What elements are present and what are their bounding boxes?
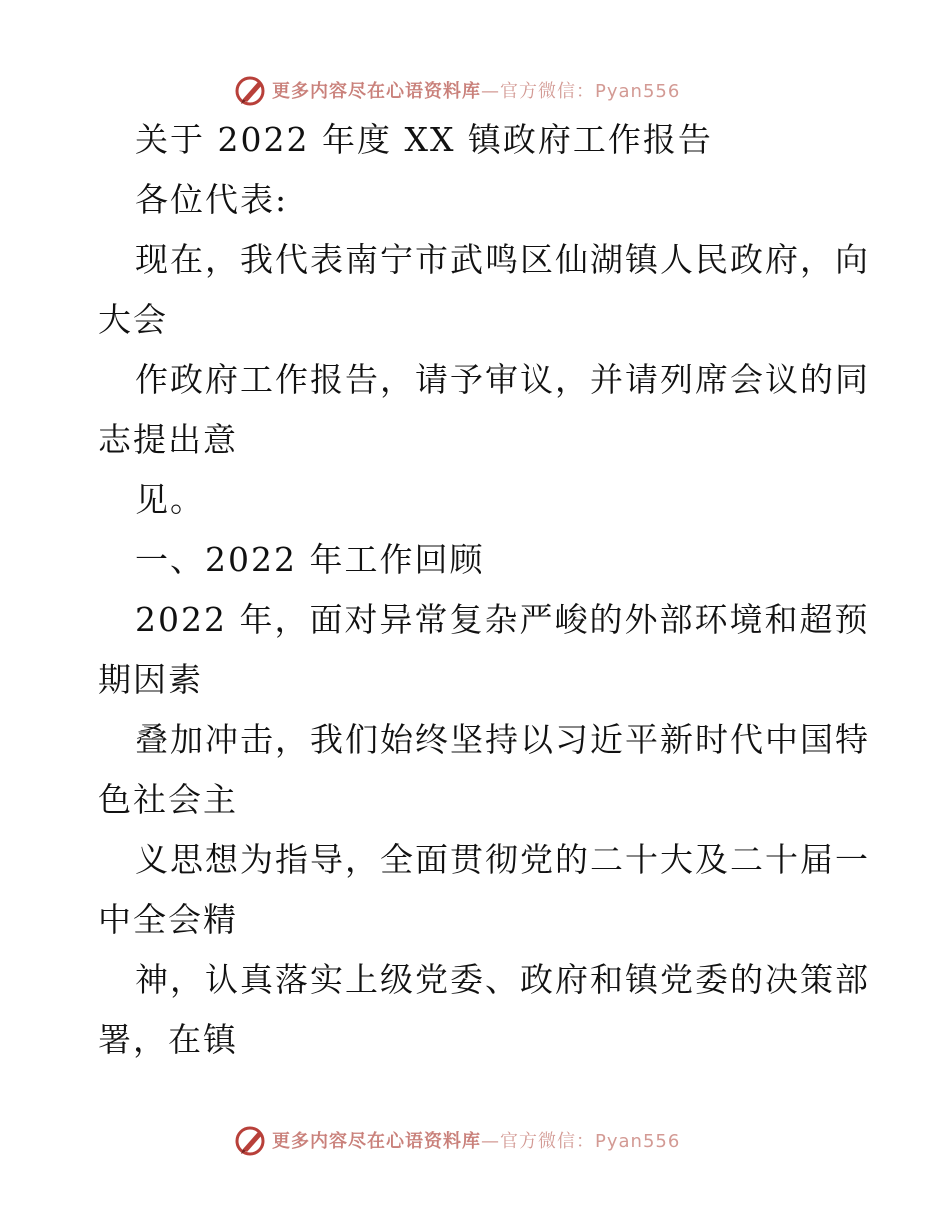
paragraph-line: 一、2022 年工作回顾 <box>135 540 485 579</box>
paragraph-line: 叠加冲击，我们始终坚持以习近平新时代中国特 <box>135 720 870 759</box>
paragraph-line: 志提出意 <box>98 420 238 459</box>
footer-watermark <box>234 1122 680 1158</box>
pen-logo-icon <box>234 73 268 107</box>
paragraph-line: 作政府工作报告，请予审议，并请列席会议的同 <box>135 360 870 399</box>
paragraph-line: 现在，我代表南宁市武鸣区仙湖镇人民政府，向 <box>135 240 870 279</box>
paragraph-line: 义思想为指导，全面贯彻党的二十大及二十届一 <box>135 840 870 879</box>
paragraph-line: 见。 <box>135 480 205 519</box>
watermark-sub-text: —官方微信：Pyan556 <box>481 81 681 102</box>
paragraph-line: 2022 年，面对异常复杂严峻的外部环境和超预 <box>135 600 870 639</box>
watermark-sub-text: —官方微信：Pyan556 <box>481 1131 681 1152</box>
paragraph-line: 中全会精 <box>98 900 238 939</box>
watermark-main-text: 更多内容尽在心语资料库 <box>272 1131 481 1152</box>
paragraph-line: 署，在镇 <box>98 1020 238 1059</box>
paragraph-line: 神，认真落实上级党委、政府和镇党委的决策部 <box>135 960 870 999</box>
paragraph-line: 大会 <box>98 300 168 339</box>
header-watermark <box>234 72 680 108</box>
paragraph-line: 色社会主 <box>98 780 238 819</box>
document-title: 关于 2022 年度 XX 镇政府工作报告 <box>135 120 713 159</box>
paragraph-line: 期因素 <box>98 660 203 699</box>
document-body <box>98 120 870 1080</box>
watermark-main-text: 更多内容尽在心语资料库 <box>272 81 481 102</box>
paragraph-line: 各位代表: <box>135 180 289 219</box>
pen-logo-icon <box>234 1123 268 1157</box>
